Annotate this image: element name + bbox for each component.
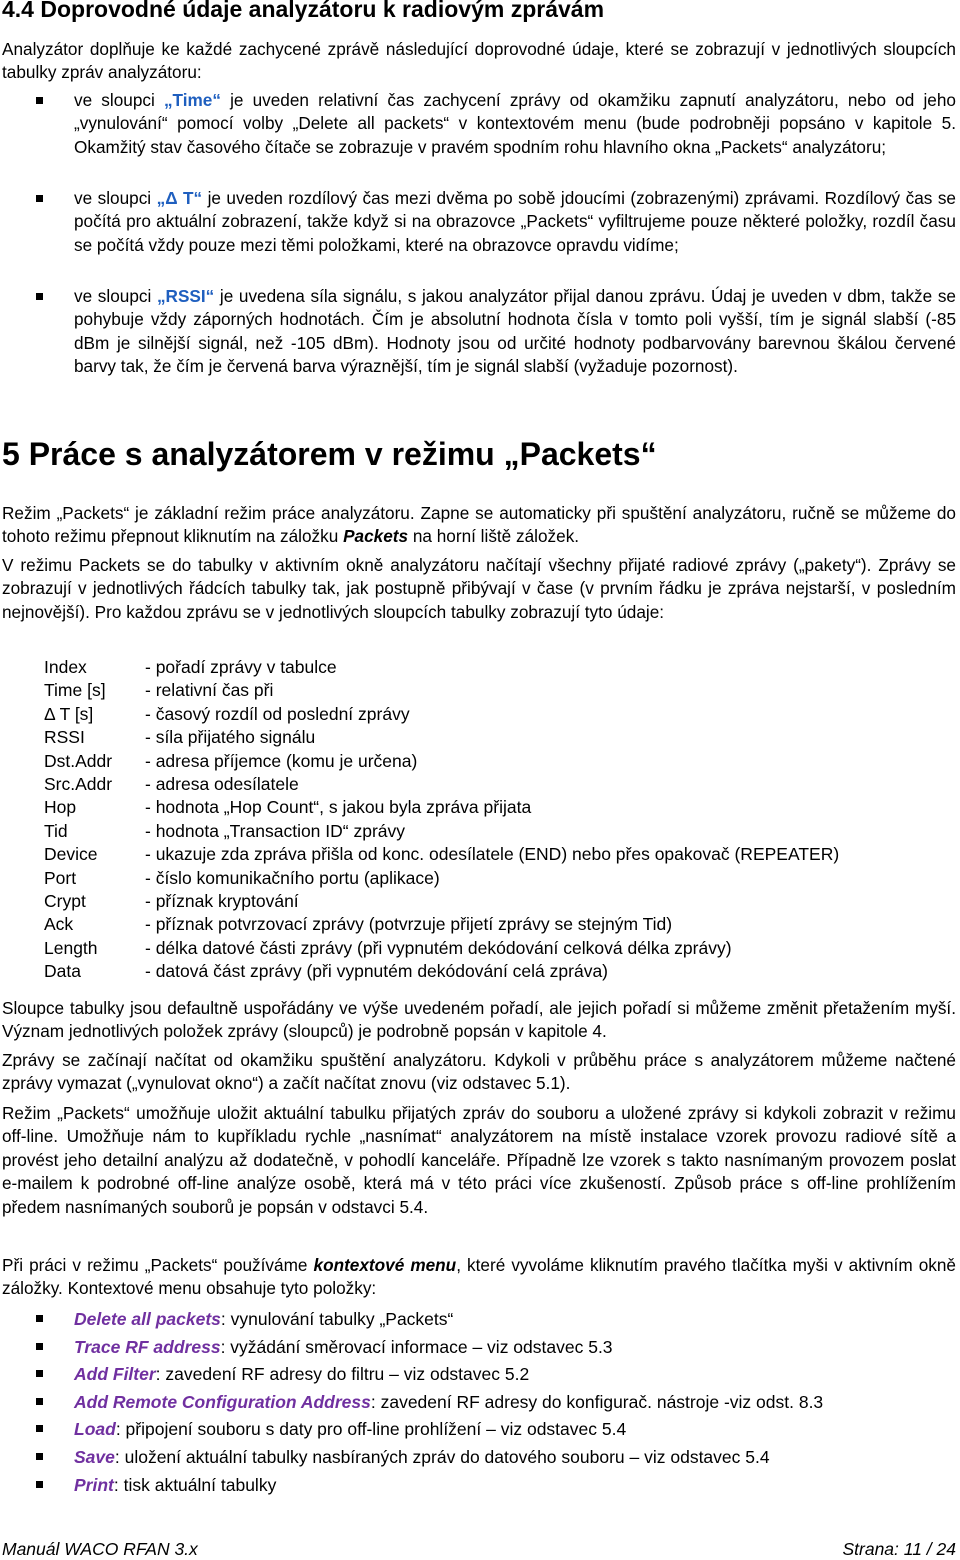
bullet-square-icon [36,1453,43,1460]
menu-item-text [74,1444,770,1470]
column-description: - hodnota „Hop Count“, s jakou byla zpráva přijata [145,797,532,818]
column-description: - příznak potvrzovací zprávy (potvrzuje přijetí zprávy se stejným Tid) [145,914,673,935]
table-row [44,773,839,796]
menu-item-description: : uložení aktuální tabulky nasbíraných zpráv do datového souboru – viz odstavec 5.4 [114,1447,770,1467]
table-row [44,913,839,936]
table-row [44,937,839,960]
packets-tab-reference: Packets [343,526,409,547]
paragraph-loading: Zprávy se začínají načítat od okamžiku spuštění analyzátoru. Kdykoli v průběhu práce s analyzátorem můžeme načtené zprávy vymazat („vynulovat okno“) a začít načítat znovu (viz odstavec 5.1). [2,1050,956,1094]
menu-item-name: Trace RF address [74,1336,221,1357]
paragraph-offline: Režim „Packets“ umožňuje uložit aktuální tabulku přijatých zpráv do souboru a uložené zprávy si kdykoli zobrazit v režimu off-line. Umožňuje nám to kupříkladu rychle „nasnímat“ analyzátorem na místě instalace vzorek provozu radiové sítě a provést jeho detailní analýzu až dodatečně, v pohodlí kanceláře. Případně lze vzorek s takto nasnímaným provozem poslat e-mailem k podrobné off-line analýze osobě, která má v této práci více zkušeností. Způsob práce s off-line prohlížením předem nasnímaných souborů je popsán v odstavci 5.4. [2,1103,956,1217]
column-name: Crypt [44,890,86,911]
menu-item-name: Load [74,1419,116,1440]
column-label-delta-t: „Δ T“ [156,188,203,208]
paragraph-column-order: Sloupce tabulky jsou defaultně uspořádány ve výše uvedeném pořadí, ale jejich pořadí si můžeme změnit přetažením myší. Význam jednotlivých položek zprávy (sloupců) je podrobně popsán v kapitole 4. [2,998,956,1042]
table-row [44,867,839,890]
column-description: - adresa příjemce (komu je určena) [145,750,418,771]
bullet-rssi: ve sloupci „RSSI“ je uvedena síla signálu, s jakou analyzátor přijal danou zprávu. Údaj je uveden v dbm, takže se pohybuje vždy záporných hodnotách. Čím je absolutní hodnota čísla v tomto poli vyšší, tím je signál slabší (-85 dBm je silnější signál, než -105 dBm). Hodnoty jsou od určité hodnoty podbarvovány barevnou škálou červené barvy tak, že čím je červená barva výraznější, tím je signál slabší (vyžaduje pozornost). [0,285,956,379]
column-name: Time [s] [44,680,106,701]
table-row [44,656,839,679]
bullet-square-icon [36,97,43,104]
column-name: Port [44,867,77,888]
column-label-time: „Time“ [163,90,221,110]
table-row [44,843,839,866]
menu-item-name: Save [74,1447,115,1467]
column-name: Tid [44,820,68,841]
column-name: Src.Addr [44,773,113,794]
column-name: Device [44,844,98,865]
bullet-square-icon [36,1370,43,1377]
column-name: Index [44,657,87,677]
menu-item-name: Print [74,1474,114,1495]
bullet-time: ve sloupci „Time“ je uveden relativní čas zachycení zprávy od okamžiku zapnutí analyzátoru, nebo od jeho „vynulování“ pomocí volby „Delete all packets“ v kontextovém menu (bude podrobněji popsáno v kapitole 5. Okamžitý stav časového čítače se zobrazuje v pravém spodním rohu hlavního okna „Packets“ analyzátoru; [0,89,956,159]
column-name: RSSI [44,727,85,748]
table-row [44,726,839,749]
column-description: - relativní čas při [145,680,274,701]
menu-item-name: Delete all packets [74,1309,221,1329]
chapter-heading: 5 Práce s analyzátorem v režimu „Packets“ [2,436,657,472]
footer-manual-title: Manuál WACO RFAN 3.x [2,1539,198,1559]
bullet-square-icon [36,1343,43,1350]
section-heading: 4.4 Doprovodné údaje analyzátoru k radiovým zprávám [2,0,605,22]
menu-item-description: : tisk aktuální tabulky [113,1474,277,1495]
intro-paragraph: Analyzátor doplňuje ke každé zachycené zprávě následující doprovodné údaje, které se zobrazují v jednotlivých sloupcích tabulky zpráv analyzátoru: [2,39,956,83]
menu-item-text [74,1472,276,1498]
menu-item-description: : vyžádání směrovací informace – viz odstavec 5.3 [220,1336,613,1357]
column-name: Data [44,961,81,982]
column-description: - délka datové části zprávy (při vypnutém dekódování celková délka zprávy) [145,937,732,958]
column-description: - číslo komunikačního portu (aplikace) [145,867,440,888]
bullet-square-icon [36,195,43,202]
table-row [44,679,839,702]
column-description: - hodnota „Transaction ID“ zprávy [145,820,406,841]
column-description: - ukazuje zda zpráva přišla od konc. odesílatele (END) nebo přes opakovač (REPEATER) [145,844,840,865]
bullet-delta-t: ve sloupci „Δ T“ je uveden rozdílový čas mezi dvěma po sobě jdoucími (zobrazenými) zprávami. Rozdílový čas se počítá pro aktuální zobrazení, takže když si na obrazovce „Packets“ vyfiltrujeme pouze některé položky, rozdíl času se počítá vždy pouze mezi těmi položkami, které na obrazovce opravdu vidíme; [0,187,956,257]
menu-item-text [74,1389,823,1415]
menu-item-description: : vynulování tabulky „Packets“ [220,1309,454,1329]
menu-item-name: Add Remote Configuration Address [74,1391,371,1412]
bullet-square-icon [36,293,43,300]
bullet-square-icon [36,1481,43,1488]
menu-item-description: : připojení souboru s daty pro off-line prohlížení – viz odstavec 5.4 [115,1419,627,1440]
menu-item-text [74,1334,613,1360]
menu-item-text [74,1416,626,1442]
footer-page-number: Strana: 11 / 24 [842,1539,956,1559]
table-row [44,820,839,843]
paragraph-packets-mode: Režim „Packets“ je základní režim práce analyzátoru. Zapne se automaticky při spuštění analyzátoru, ručně se můžeme do tohoto režimu přepnout kliknutím na záložku Packets na horní liště záložek. [2,503,956,547]
menu-item-description: : zavedení RF adresy do konfigurač. nástroje -viz odst. 8.3 [370,1391,824,1412]
column-name: Length [44,937,98,958]
table-row [44,703,839,726]
column-description: - datová část zprávy (při vypnutém dekódování celá zpráva) [145,961,608,982]
menu-item-description: : zavedení RF adresy do filtru – viz odstavec 5.2 [155,1364,530,1385]
column-label-rssi: „RSSI“ [156,286,215,306]
menu-item-name: Add Filter [74,1364,156,1385]
page-footer [2,1539,956,1560]
column-name: Δ T [s] [44,703,94,724]
paragraph-context-menu: Při práci v režimu „Packets“ používáme kontextové menu, které vyvoláme kliknutím pravého tlačítka myši v aktivním okně záložky. Kontextové menu obsahuje tyto položky: [2,1255,956,1299]
columns-table [44,656,839,983]
column-description: - časový rozdíl od poslední zprávy [145,703,410,724]
context-menu-term: kontextové menu [313,1255,457,1275]
column-description: - adresa odesílatele [145,773,299,794]
paragraph-table-intro: V režimu Packets se do tabulky v aktivním okně analyzátoru načítají všechny přijaté radiové zprávy („pakety“). Zprávy se zobrazují v jednotlivých řádcích tabulky tak, jak postupně přibývají v čase (v prvním řádku je zpráva nejstarší, v posledním nejnovější). Pro každou zprávu se v jednotlivých sloupcích tabulky zobrazují tyto údaje: [2,555,956,622]
bullet-square-icon [36,1398,43,1405]
column-name: Hop [44,797,77,818]
column-description: - pořadí zprávy v tabulce [145,657,337,677]
bullet-square-icon [36,1315,43,1322]
column-description: - síla přijatého signálu [145,727,316,748]
table-row [44,960,839,983]
table-row [44,796,839,819]
menu-item-text [74,1361,529,1387]
menu-item-text [74,1306,453,1332]
table-row [44,750,839,773]
table-row [44,890,839,913]
column-description: - příznak kryptování [145,890,299,911]
bullet-square-icon [36,1425,43,1432]
column-name: Dst.Addr [44,750,113,771]
column-name: Ack [44,914,74,935]
